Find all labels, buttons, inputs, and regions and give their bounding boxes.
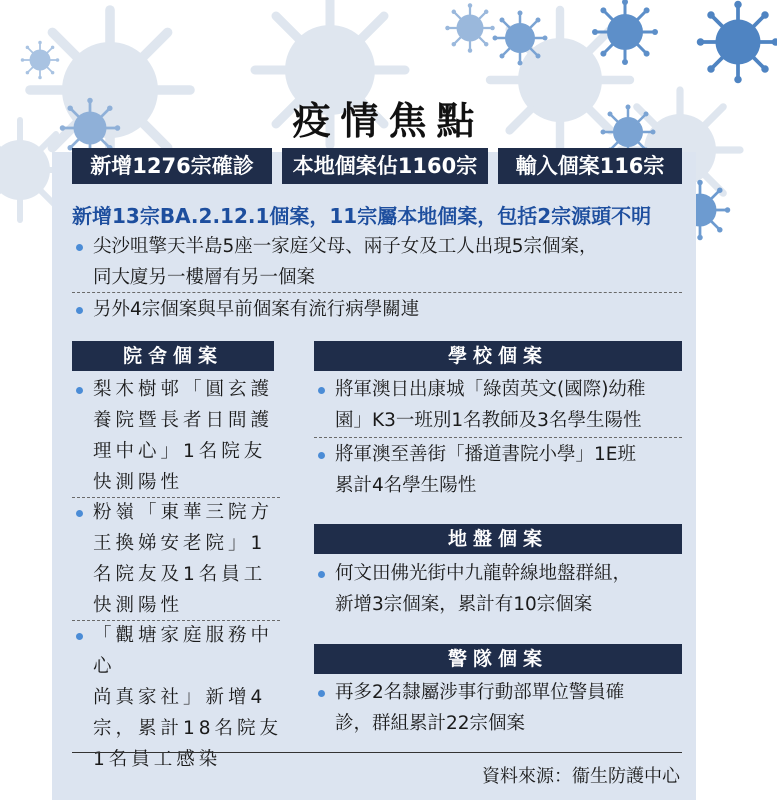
section-care-homes: 院舍個案: [72, 341, 274, 371]
divider: [314, 437, 682, 438]
dot-icon: [318, 452, 325, 459]
section-construction: 地盤個案: [314, 524, 682, 554]
dot-icon: [76, 387, 83, 394]
list-item: 粉嶺「東華三院方 王換娣安老院」1 名院友及1名員工 快測陽性: [76, 497, 286, 621]
list-item: 梨木樹邨「圓玄護 養院暨長者日間護 理中心」1名院友 快測陽性: [76, 374, 286, 498]
banner-local-cases: 本地個案佔1160宗: [282, 148, 488, 184]
list-item: 何文田佛光街中九龍幹線地盤群組， 新增3宗個案，累計有10宗個案: [318, 558, 688, 620]
banner-new-cases: 新增1276宗確診: [72, 148, 272, 184]
section-schools: 學校個案: [314, 341, 682, 371]
variant-headline: 新增13宗BA.2.12.1個案，11宗屬本地個案，包括2宗源頭不明: [72, 204, 652, 228]
list-item: 將軍澳日出康城「綠茵英文(國際)幼稚 園」K3一班別1名教師及3名學生陽性: [318, 374, 688, 436]
source-divider: [72, 752, 682, 753]
list-item: 將軍澳至善街「播道書院小學」1E班 累計4名學生陽性: [318, 439, 688, 501]
section-police: 警隊個案: [314, 644, 682, 674]
dot-icon: [76, 510, 83, 517]
divider: [72, 292, 682, 293]
dot-icon: [318, 690, 325, 697]
list-item: 另外4宗個案與早前個案有流行病學關連: [76, 294, 686, 325]
list-item: 尖沙咀擎天半島5座一家庭父母、兩子女及工人出現5宗個案， 同大廈另一樓層有另一個案: [76, 231, 686, 293]
list-item: 再多2名隸屬涉事行動部單位警員確 診，群組累計22宗個案: [318, 677, 688, 739]
dot-icon: [76, 633, 83, 640]
source-credit: 資料來源：衞生防護中心: [482, 766, 680, 787]
dot-icon: [76, 244, 83, 251]
dot-icon: [318, 571, 325, 578]
page-title: 疫情焦點: [292, 99, 485, 143]
banner-imported-cases: 輸入個案116宗: [498, 148, 682, 184]
dot-icon: [318, 387, 325, 394]
dot-icon: [76, 307, 83, 314]
list-item: 「觀塘家庭服務中心 尚真家社」新增4 宗，累計18名院友 1名員工感染: [76, 620, 286, 775]
